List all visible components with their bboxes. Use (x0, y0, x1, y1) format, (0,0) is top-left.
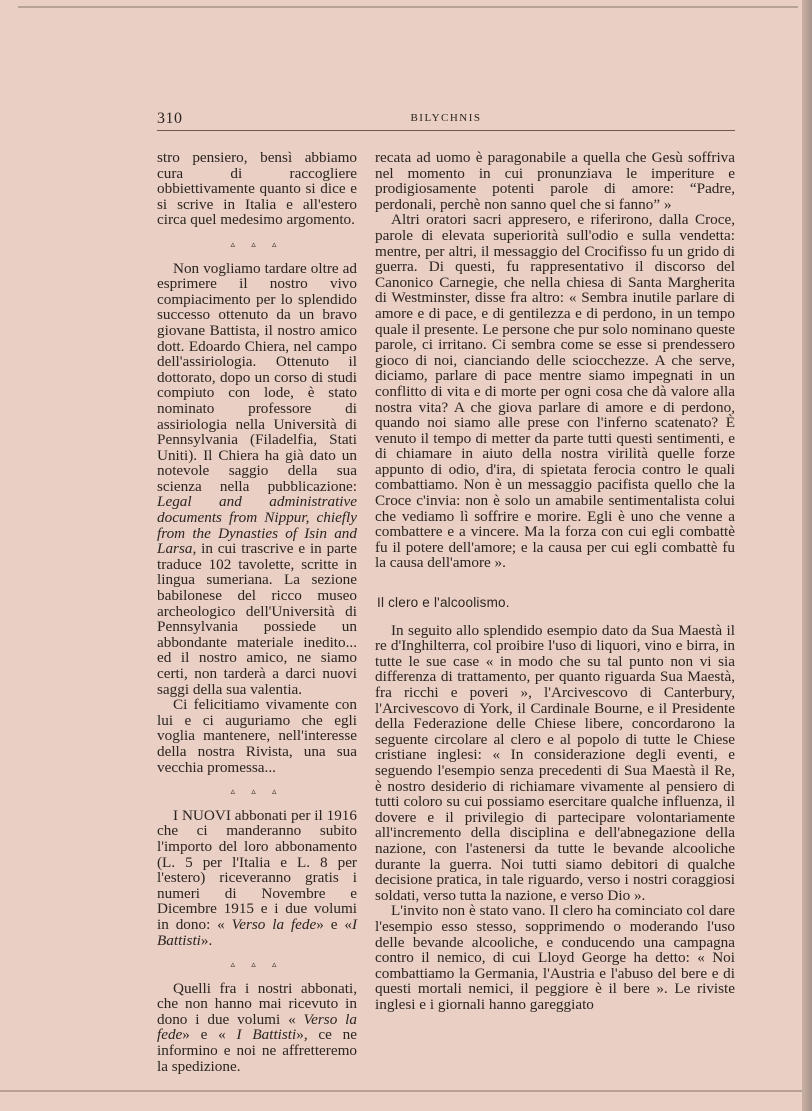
top-edge-rule (18, 6, 798, 8)
text-run: in cui trascrive e in parte traduce 102 tavolette, scritte in lingua sumeriana. La sezione babilonese del ricco museo archeologico dell'Università di Pennsylvania possiede un abbondante materiale inedito... ed il nostro amico, ne siamo certi, non tarderà a darci nuovi saggi della sua valentia. (157, 540, 357, 698)
publication-title: Legal and administrative documents from Nippur, chiefly from the Dynasties of Isin and Larsa, (157, 493, 357, 558)
right-column (375, 150, 735, 1012)
paragraph-continuation: stro pensiero, bensì abbiamo cura di raccogliere obbiettivamente quanto si dice e si scrive in Italia e all'estero circa quel medesimo argomento. (157, 149, 357, 229)
page-edge (802, 0, 812, 1111)
running-title: BILYCHNIS (410, 112, 482, 124)
paragraph-continuation: recata ad uomo è paragonabile a quella che Gesù soffriva nel momento in cui pronunziava le imperiture e prodigiosamente potenti parole di amore: “Padre, perdonali, perchè non sanno quel che si fanno” » (375, 149, 735, 213)
text-run: » e « (182, 1026, 226, 1044)
text-run: Non vogliamo tardare oltre ad esprimere il nostro vivo compiacimento per lo splendido successo ottenuto da un bravo giovane Battista, il nostro amico dott. Edoardo Chiera, nel campo dell'assiriologia. Ottenuto il dottorato, dopo un corso di studi compiuto con lode, è stato nominato professore di assiriologia nella Università di Pennsylvania (Filadelfia, Stati Uniti). Il Chiera ha già dato un notevole saggio della sua scienza nella pubblicazione: (157, 259, 357, 495)
book-title: I Battisti (225, 1026, 297, 1044)
book-title: Verso la fede (157, 1010, 357, 1044)
book-title: I Battisti (157, 915, 357, 949)
header-rule (157, 130, 735, 131)
text-run: I NUOVI abbonati per il 1916 che ci manderanno subito l'importo del loro abbonamento (L. 5 per l'Italia e L. 8 per l'estero) riceveranno gratis i numeri di Novembre e Dicembre 1915 e i due volumi in dono: « (157, 806, 357, 933)
text-run: Quelli fra i nostri abbonati, che non hanno mai ricevuto in dono i due volumi « (157, 979, 357, 1028)
bottom-edge-rule (0, 1090, 802, 1092)
left-column (157, 150, 357, 1074)
text-run: » e « (316, 915, 352, 933)
text-run: ». (200, 931, 213, 949)
text-run: », ce ne informino e noi ne affretteremo la spedizione. (157, 1026, 357, 1075)
page-header (157, 110, 735, 130)
section-separator: ▵ ▵ ▵ (230, 786, 284, 797)
book-title: Verso la fede (224, 915, 317, 933)
section-separator: ▵ ▵ ▵ (230, 238, 284, 249)
paragraph-chiera (157, 261, 357, 698)
page-number: 310 (157, 110, 183, 127)
paragraph-new-subscribers (157, 808, 357, 948)
paragraph-carnegie: Altri oratori sacri appresero, e riferirono, dalla Croce, parole di elevata superiorità sull'odio e sulla vendetta: mentre, per altri, il messaggio del Crocifisso fu un grido di guerra. Di questi, fu rappresentativo il discorso del Canonico Carnegie, che nella chiesa di Santa Margherita di Westminster, disse fra altro: « Sembra inutile parlare di amore e di pace, e di gentilezza e di perdono, in un tempo quale il presente. Le persone che pur solo nominano queste parole, ci irritano. Ci sembra come se esse si prendessero gioco di noi, cianciando delle sciocchezze. A che serve, diciamo, parlare di pace mentre siamo impegnati in un conflitto di vita e di morte per ogni cosa che dà valore alla nostra vita? A che giova parlare di amore e di perdono, quando noi siamo alle prese con l'inferno scatenato? È venuto il tempo di metter da parte tutti questi sentimenti, e di chiamare in aiuto della nostra virilità quelle forze appunto di odio, d'ira, di spietata ferocia contro le quali combattiamo. Non è un messaggio pacifista quello che la Croce c'invia: non è solo un amabile sentimentalista colui che vediamo lì soffrire e morire. Egli è uno che venne a combattere e a vincere. Ma la forza con cui egli combattè fu il potere dell'amore; e la causa per cui egli combattè fu la causa dell'amore ». (375, 211, 735, 572)
paragraph-circular: In seguito allo splendido esempio dato da Sua Maestà il re d'Inghilterra, col proibire l'uso di liquori, vino e birra, in tutte le sue case « in modo che su tal punto non vi sia differenza di trattamento, per quanto riguarda Sua Maestà, fra ricchi e poveri », l'Arcivescovo di Canterbury, l'Arcivescovo di York, il Cardinale Bourne, e il Presidente della Federazione delle Chiese libere, concordarono la seguente circolare al clero e al popolo di tutte le Chiese cristiane inglesi: « In considerazione degli eventi, e seguendo l'esempio senza precedenti di Sua Maestà il Re, è nostro desiderio di richiamare vivamente al pensiero di tutti coloro su cui possiamo esercitare qualche influenza, il dovere e il privilegio di partecipare volontariamente all'incremento della disciplina e dell'abnegazione della nazione, con l'astenersi da tutte le bevande alcooliche durante la guerra. Noi tutti siamo debitori di qualche decisione pratica, in tale riguardo, verso i nostri coraggiosi soldati, verso tutta la nazione, e verso Dio ». (375, 621, 735, 904)
section-heading: Il clero e l'alcoolismo. (377, 595, 510, 611)
paragraph-invitation: L'invito non è stato vano. Il clero ha cominciato col dare l'esempio esso stesso, sopprimendo o moderando l'uso delle bevande alcooliche, e conducendo una campagna contro il nemico, di cui Lloyd George ha detto: « Noi combattiamo la Germania, l'Austria e l'abuso del bere e di questi mortali nemici, il peggiore è il bere ». Le riviste inglesi e i giornali hanno gareggiato (375, 902, 735, 1013)
paragraph-felicitations: Ci felicitiamo vivamente con lui e ci auguriamo che egli voglia mantenere, nell'interesse della nostra Rivista, una sua vecchia promessa... (157, 696, 357, 776)
paragraph-existing-subscribers (157, 981, 357, 1075)
section-separator: ▵ ▵ ▵ (230, 959, 284, 970)
